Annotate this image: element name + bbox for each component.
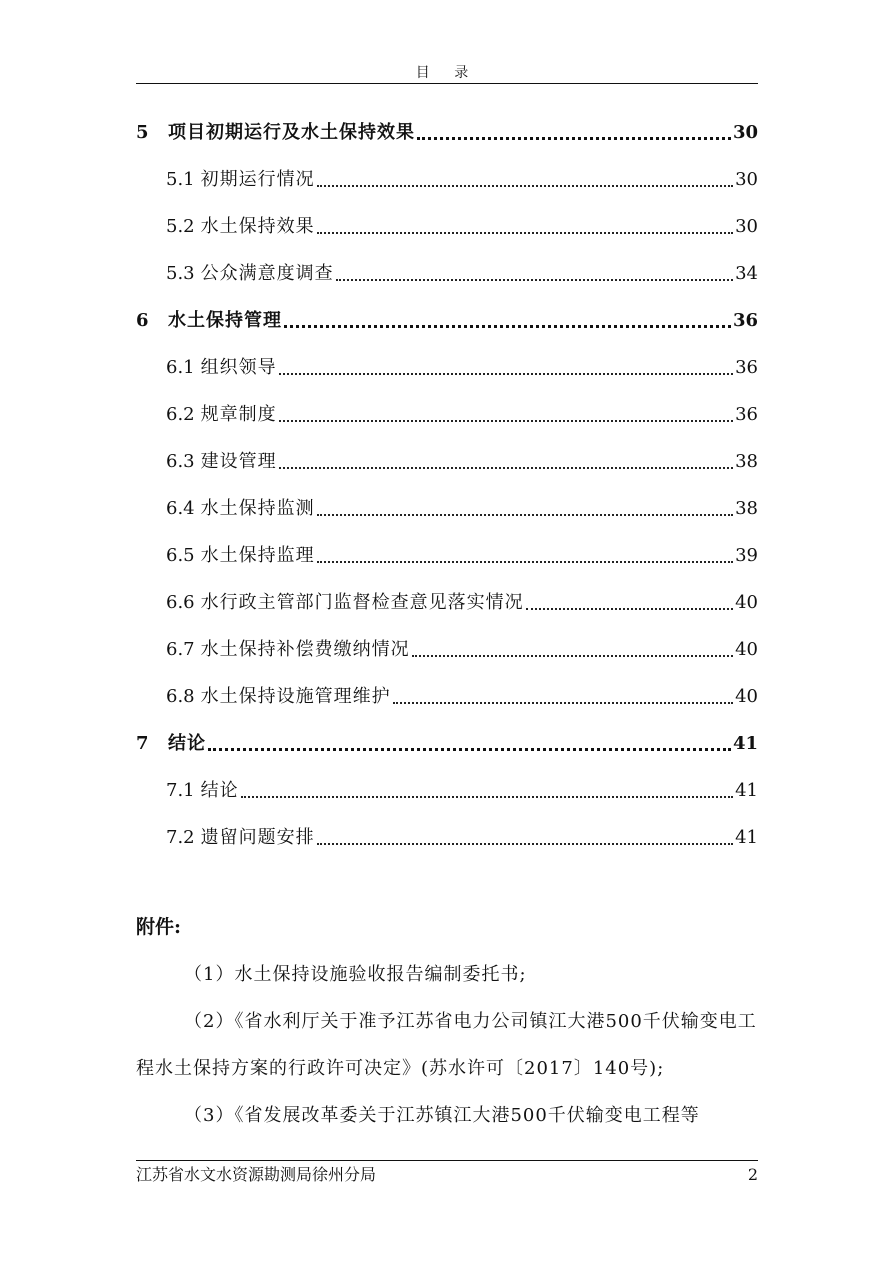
toc-leader-dots <box>284 325 731 328</box>
toc-leader-dots <box>526 608 733 610</box>
toc-number: 6.4 <box>166 498 195 519</box>
toc-entry-6-8[interactable] <box>166 682 758 712</box>
toc-title: 水土保持补偿费缴纳情况 <box>200 639 410 660</box>
toc-page-number: 39 <box>735 545 758 566</box>
toc-entry-6[interactable] <box>136 306 758 336</box>
toc-number: 7.1 <box>166 780 195 801</box>
toc-entry-6-4[interactable] <box>166 494 758 524</box>
toc-page-number: 36 <box>735 357 758 378</box>
toc-title: 结论 <box>200 780 239 801</box>
toc-entry-6-6[interactable] <box>166 588 758 618</box>
footer-divider <box>136 1160 758 1161</box>
toc-entry-7-1[interactable] <box>166 776 758 806</box>
toc-leader-dots <box>317 232 733 234</box>
footer-organization: 江苏省水文水资源勘测局徐州分局 <box>136 1165 377 1184</box>
toc-entry-6-1[interactable] <box>166 353 758 383</box>
attachment-text: （1）水土保持设施验收报告编制委托书; <box>184 964 527 985</box>
toc-title: 公众满意度调查 <box>200 263 334 284</box>
toc-title: 水土保持监测 <box>200 498 315 519</box>
toc-number: 7 <box>136 733 149 754</box>
toc-leader-dots <box>279 420 733 422</box>
toc-entry-5[interactable] <box>136 118 758 148</box>
toc-leader-dots <box>241 796 733 798</box>
toc-leader-dots <box>208 748 731 751</box>
toc-number: 5.2 <box>166 216 195 237</box>
toc-number: 6.7 <box>166 639 195 660</box>
toc-title: 遗留问题安排 <box>200 827 315 848</box>
toc-entry-5-2[interactable] <box>166 212 758 242</box>
toc-page-number: 41 <box>735 780 758 801</box>
toc-leader-dots <box>317 843 733 845</box>
toc-title: 水土保持管理 <box>168 310 282 331</box>
toc-leader-dots <box>279 373 733 375</box>
toc-entry-6-3[interactable] <box>166 447 758 477</box>
toc-number: 5.1 <box>166 169 195 190</box>
toc-title: 结论 <box>168 733 206 754</box>
toc-page-number: 38 <box>735 451 758 472</box>
toc-page-number: 30 <box>732 122 758 143</box>
toc-page-number: 41 <box>732 733 758 754</box>
page-header-title: 目 录 <box>415 65 479 81</box>
attachment-item-2 <box>136 998 758 1092</box>
toc-page-number: 30 <box>735 169 758 190</box>
toc-page-number: 34 <box>735 263 758 284</box>
toc-title: 水土保持设施管理维护 <box>200 686 391 707</box>
toc-title: 组织领导 <box>200 357 277 378</box>
attachments-heading: 附件: <box>136 916 182 938</box>
header-divider <box>136 83 758 84</box>
toc-number: 7.2 <box>166 827 195 848</box>
toc-entry-7-2[interactable] <box>166 823 758 853</box>
toc-number: 6.1 <box>166 357 195 378</box>
toc-title: 项目初期运行及水土保持效果 <box>168 122 415 143</box>
toc-title: 规章制度 <box>200 404 277 425</box>
toc-title: 水土保持效果 <box>200 216 315 237</box>
toc-page-number: 38 <box>735 498 758 519</box>
attachment-text: （2）《省水利厅关于准予江苏省电力公司镇江大港500千伏输变电工程水土保持方案的行政许可决定》(苏水许可〔2017〕140号); <box>136 1011 757 1079</box>
toc-leader-dots <box>393 702 733 704</box>
toc-leader-dots <box>336 279 733 281</box>
toc-leader-dots <box>417 137 731 140</box>
toc-entry-6-5[interactable] <box>166 541 758 571</box>
toc-page-number: 41 <box>735 827 758 848</box>
toc-entry-5-3[interactable] <box>166 259 758 289</box>
toc-entry-6-2[interactable] <box>166 400 758 430</box>
toc-page-number: 40 <box>735 686 758 707</box>
toc-page-number: 30 <box>735 216 758 237</box>
toc-leader-dots <box>317 561 733 563</box>
toc-page-number: 40 <box>735 592 758 613</box>
toc-page-number: 36 <box>732 310 758 331</box>
toc-page-number: 40 <box>735 639 758 660</box>
toc-number: 6.5 <box>166 545 195 566</box>
toc-title: 水土保持监理 <box>200 545 315 566</box>
toc-entry-7[interactable] <box>136 729 758 759</box>
toc-number: 6 <box>136 310 149 331</box>
toc-number: 5.3 <box>166 263 195 284</box>
toc-number: 6.8 <box>166 686 195 707</box>
toc-leader-dots <box>279 467 733 469</box>
toc-entry-6-7[interactable] <box>166 635 758 665</box>
toc-number: 6.3 <box>166 451 195 472</box>
toc-number: 6.6 <box>166 592 195 613</box>
toc-leader-dots <box>317 185 733 187</box>
attachment-text: （3）《省发展改革委关于江苏镇江大港500千伏输变电工程等 <box>184 1105 700 1126</box>
attachment-item-3 <box>136 1092 758 1139</box>
footer-page-number: 2 <box>747 1165 758 1184</box>
attachment-item-1 <box>136 951 758 998</box>
toc-number: 6.2 <box>166 404 195 425</box>
toc-page-number: 36 <box>735 404 758 425</box>
toc-leader-dots <box>412 655 733 657</box>
toc-title: 水行政主管部门监督检查意见落实情况 <box>200 592 524 613</box>
toc-number: 5 <box>136 122 149 143</box>
toc-title: 初期运行情况 <box>200 169 315 190</box>
toc-entry-5-1[interactable] <box>166 165 758 195</box>
toc-title: 建设管理 <box>200 451 277 472</box>
toc-leader-dots <box>317 514 733 516</box>
